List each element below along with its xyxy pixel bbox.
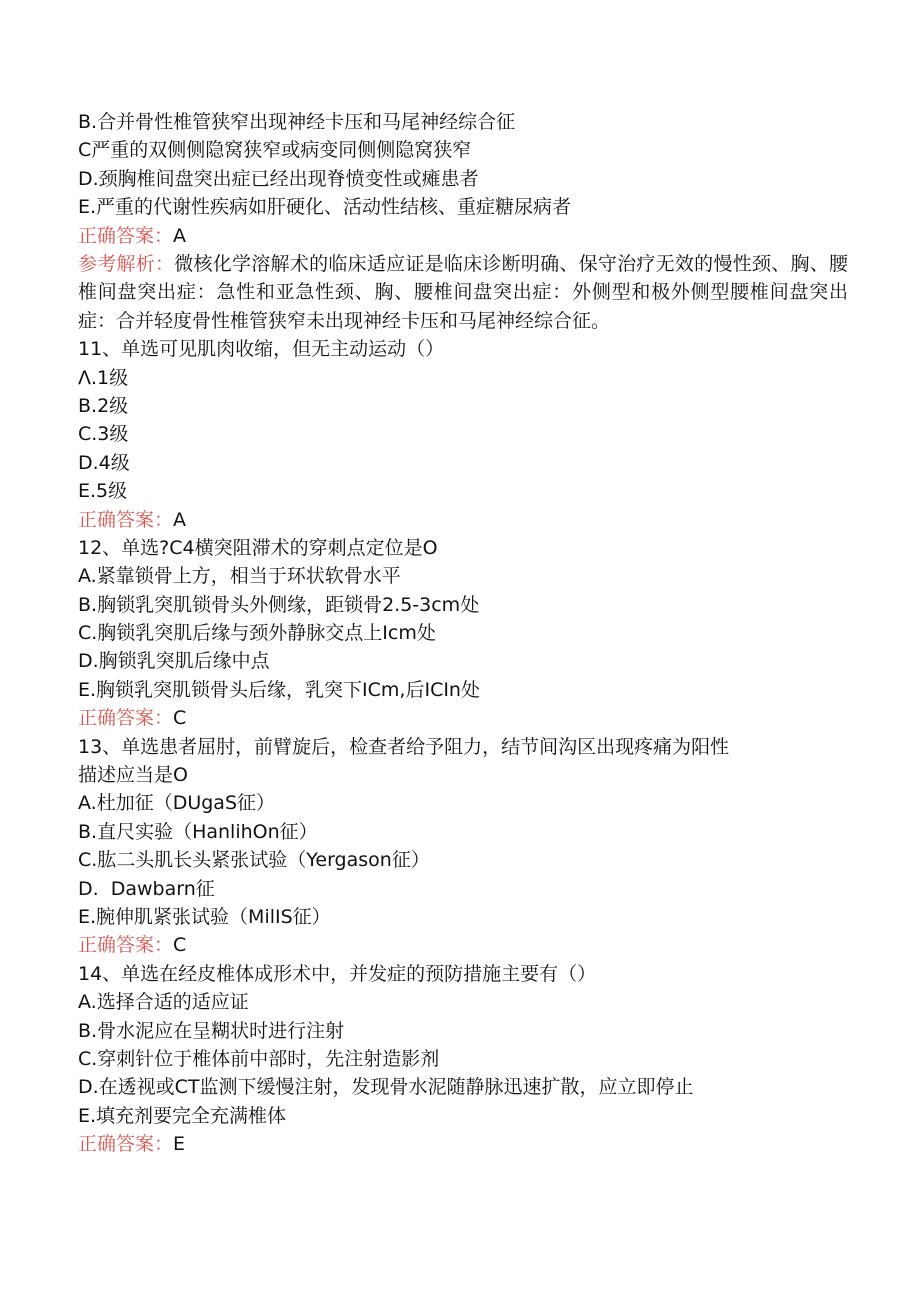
q10-answer-value: A (173, 224, 187, 247)
q14-answer-value: E (173, 1133, 186, 1156)
q13-answer (78, 931, 848, 959)
q14-question: 14、单选在经皮椎体成形术中，并发症的预防措施主要有（） (78, 962, 597, 985)
q13-option-d: D. Dawbarn征 (78, 877, 215, 900)
q13-question-line2: 描述应当是O (78, 764, 188, 787)
q12-answer-value: C (173, 707, 187, 730)
q12-question: 12、单选?C4横突阻滞术的穿刺点定位是O (78, 536, 438, 559)
q11-option-b: B.2级 (78, 394, 129, 417)
q11-option-a: Λ.1级 (78, 366, 129, 389)
q13-option-c: C.肱二头肌长头紧张试验（Yergason征） (78, 849, 430, 872)
q10-answer (78, 222, 848, 250)
q12-answer (78, 704, 848, 732)
q14-answer-label: 正确答案： (78, 1133, 174, 1156)
q13-question-line1: 13、单选患者屈肘，前臂旋后，检查者给予阻力，结节间沟区出现疼痛为阳性 (78, 735, 730, 758)
q13-option-a: A.杜加征（DUgaS征） (78, 792, 276, 815)
q10-answer-label: 正确答案： (78, 224, 174, 247)
q11-question: 11、单选可见肌肉收缩，但无主动运动（） (78, 338, 445, 361)
q11-answer (78, 506, 848, 534)
q10-analysis (78, 250, 848, 335)
q14-option-b: B.骨水泥应在呈糊状时进行注射 (78, 1019, 345, 1042)
q12-option-a: A.紧靠锁骨上方，相当于环状软骨水平 (78, 565, 401, 588)
q12-answer-label: 正确答案： (78, 707, 174, 730)
q12-option-d: D.胸锁乳突肌后缘中点 (78, 650, 270, 673)
q13-answer-label: 正确答案： (78, 934, 174, 957)
q14-option-d: D.在透视或CT监测下缓慢注射，发现骨水泥随静脉迅速扩散，应立即停止 (78, 1076, 694, 1099)
document-page (78, 108, 848, 1159)
q14-option-e: E.填充剂要完全充满椎体 (78, 1104, 287, 1127)
q11-answer-value: A (173, 508, 187, 531)
q14-answer (78, 1130, 848, 1158)
q11-answer-label: 正确答案： (78, 508, 174, 531)
q10-analysis-label: 参考解析： (78, 252, 175, 275)
q11-option-c: C.3级 (78, 423, 129, 446)
q12-option-e: E.胸锁乳突肌锁骨头后缘，乳突下ICm,后ICIn处 (78, 678, 480, 701)
q12-option-c: C.胸锁乳突肌后缘与颈外静脉交点上Icm处 (78, 622, 436, 645)
q11-option-d: D.4级 (78, 451, 130, 474)
q10-option-c: C严重的双侧侧隐窝狭窄或病变同侧侧隐窝狭窄 (78, 139, 472, 162)
q13-answer-value: C (173, 934, 187, 957)
q13-option-b: B.直尺实验（HanlihOn征） (78, 820, 318, 843)
q12-option-b: B.胸锁乳突肌锁骨头外侧缘，距锁骨2.5-3cm处 (78, 593, 480, 616)
q14-option-a: A.选择合适的适应证 (78, 991, 249, 1014)
q13-option-e: E.腕伸肌紧张试验（MilIS征） (78, 905, 331, 928)
q10-option-e: E.严重的代谢性疾病如肝硬化、活动性结核、重症糖尿病者 (78, 196, 572, 219)
q11-option-e: E.5级 (78, 480, 128, 503)
q10-analysis-text: 微核化学溶解术的临床适应证是临床诊断明确、保守治疗无效的慢性颈、胸、腰椎间盘突出症：急性和亚急性颈、胸、腰椎间盘突出症：外侧型和极外侧型腰椎间盘突出症：合并轻度骨性椎管狭窄未出现神经卡压和马尾神经综合征。 (78, 252, 848, 332)
q14-option-c: C.穿刺针位于椎体前中部时，先注射造影剂 (78, 1047, 440, 1070)
q10-option-d: D.颈胸椎间盘突出症已经出现脊愤变性或瘫患者 (78, 167, 479, 190)
q10-option-b: B.合并骨性椎管狭窄出现神经卡压和马尾神经综合征 (78, 111, 516, 133)
